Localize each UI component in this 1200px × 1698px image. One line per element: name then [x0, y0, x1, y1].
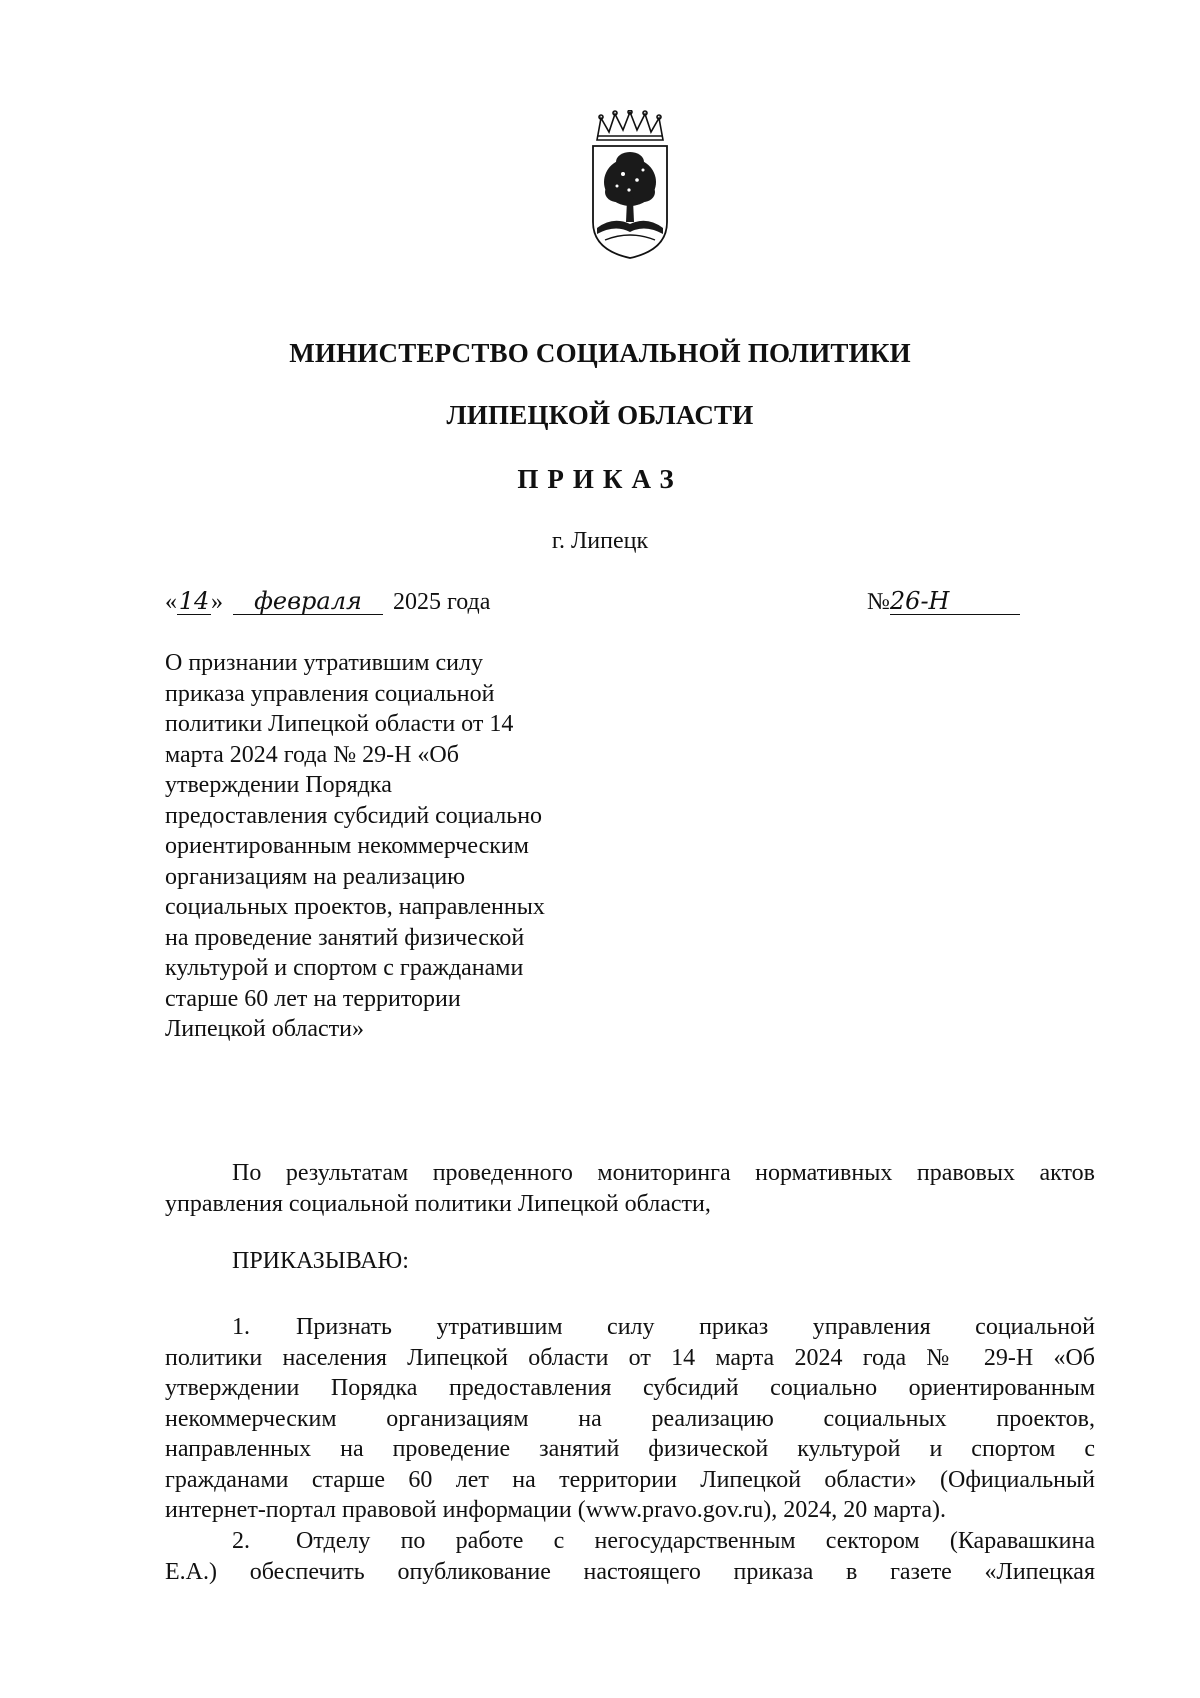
- date-open-quote: «: [165, 589, 177, 615]
- document-date: [165, 588, 490, 616]
- order-item-1-line: интернет-портал правовой информации (www.pravo.gov.ru), 2024, 20 марта).: [165, 1497, 946, 1523]
- date-close-quote: »: [211, 589, 223, 615]
- preamble-paragraph: [165, 1158, 1095, 1219]
- order-item-1-line: политики населения Липецкой области от 14 марта 2024 года № 29-Н «Об: [165, 1344, 1095, 1371]
- order-item-2-first-line: [165, 1526, 1095, 1557]
- subject-line: марта 2024 года № 29-Н «Об: [165, 741, 459, 768]
- document-subject: [165, 648, 615, 1045]
- order-item-2-number: 2.: [232, 1528, 250, 1554]
- subject-line: О признании утратившим силу: [165, 650, 483, 676]
- order-item-1-line: направленных на проведение занятий физической культурой и спортом с: [165, 1436, 1095, 1462]
- subject-line: на проведение занятий физической: [165, 924, 525, 951]
- order-item-1-line: Признать утратившим силу приказ управления социальной: [296, 1314, 1095, 1340]
- ministry-name-line2: ЛИПЕЦКОЙ ОБЛАСТИ: [446, 400, 754, 430]
- orders-heading: ПРИКАЗЫВАЮ:: [232, 1248, 409, 1274]
- date-year: 2025 года: [393, 589, 491, 615]
- issue-city: г. Липецк: [551, 528, 649, 554]
- subject-line: утверждении Порядка: [165, 772, 392, 798]
- order-item-1: [165, 1312, 1095, 1526]
- subject-line: культурой и спортом с гражданами: [165, 955, 524, 981]
- order-item-1-number: 1.: [232, 1314, 250, 1340]
- number-sign: №: [867, 589, 890, 615]
- ministry-name-line1: МИНИСТЕРСТВО СОЦИАЛЬНОЙ ПОЛИТИКИ: [289, 338, 911, 368]
- order-item-2: [165, 1526, 1095, 1587]
- subject-line: политики Липецкой области от 14: [165, 711, 514, 737]
- coat-of-arms-icon: [587, 110, 673, 260]
- preamble-line: По результатам проведенного мониторинга нормативных правовых актов: [232, 1160, 1095, 1186]
- order-item-1-first-line: [165, 1312, 1095, 1343]
- subject-line: старше 60 лет на территории: [165, 985, 461, 1012]
- order-item-1-line: гражданами старше 60 лет на территории Липецкой области» (Официальный: [165, 1466, 1095, 1493]
- date-day-handwritten: 14: [178, 587, 210, 615]
- order-item-1-line: некоммерческим организациям на реализацию социальных проектов,: [165, 1405, 1095, 1432]
- document-type-title: ПРИКАЗ: [517, 464, 683, 494]
- date-month-handwritten: февраля: [233, 588, 383, 615]
- subject-line: социальных проектов, направленных: [165, 894, 545, 920]
- number-value-handwritten: 26-Н: [890, 588, 1020, 615]
- subject-line: приказа управления социальной: [165, 680, 495, 707]
- subject-line: Липецкой области»: [165, 1016, 364, 1042]
- subject-line: предоставления субсидий социально: [165, 802, 543, 829]
- order-item-2-line: Е.А.) обеспечить опубликование настоящего приказа в газете «Липецкая: [165, 1558, 1095, 1585]
- order-item-1-line: утверждении Порядка предоставления субсидий социально ориентированным: [165, 1375, 1095, 1401]
- preamble-line: управления социальной политики Липецкой области,: [165, 1190, 711, 1217]
- subject-line: ориентированным некоммерческим: [165, 833, 529, 859]
- order-item-2-line: Отделу по работе с негосударственным сектором (Каравашкина: [296, 1528, 1095, 1554]
- document-number: [867, 588, 1020, 616]
- subject-line: организациям на реализацию: [165, 863, 466, 890]
